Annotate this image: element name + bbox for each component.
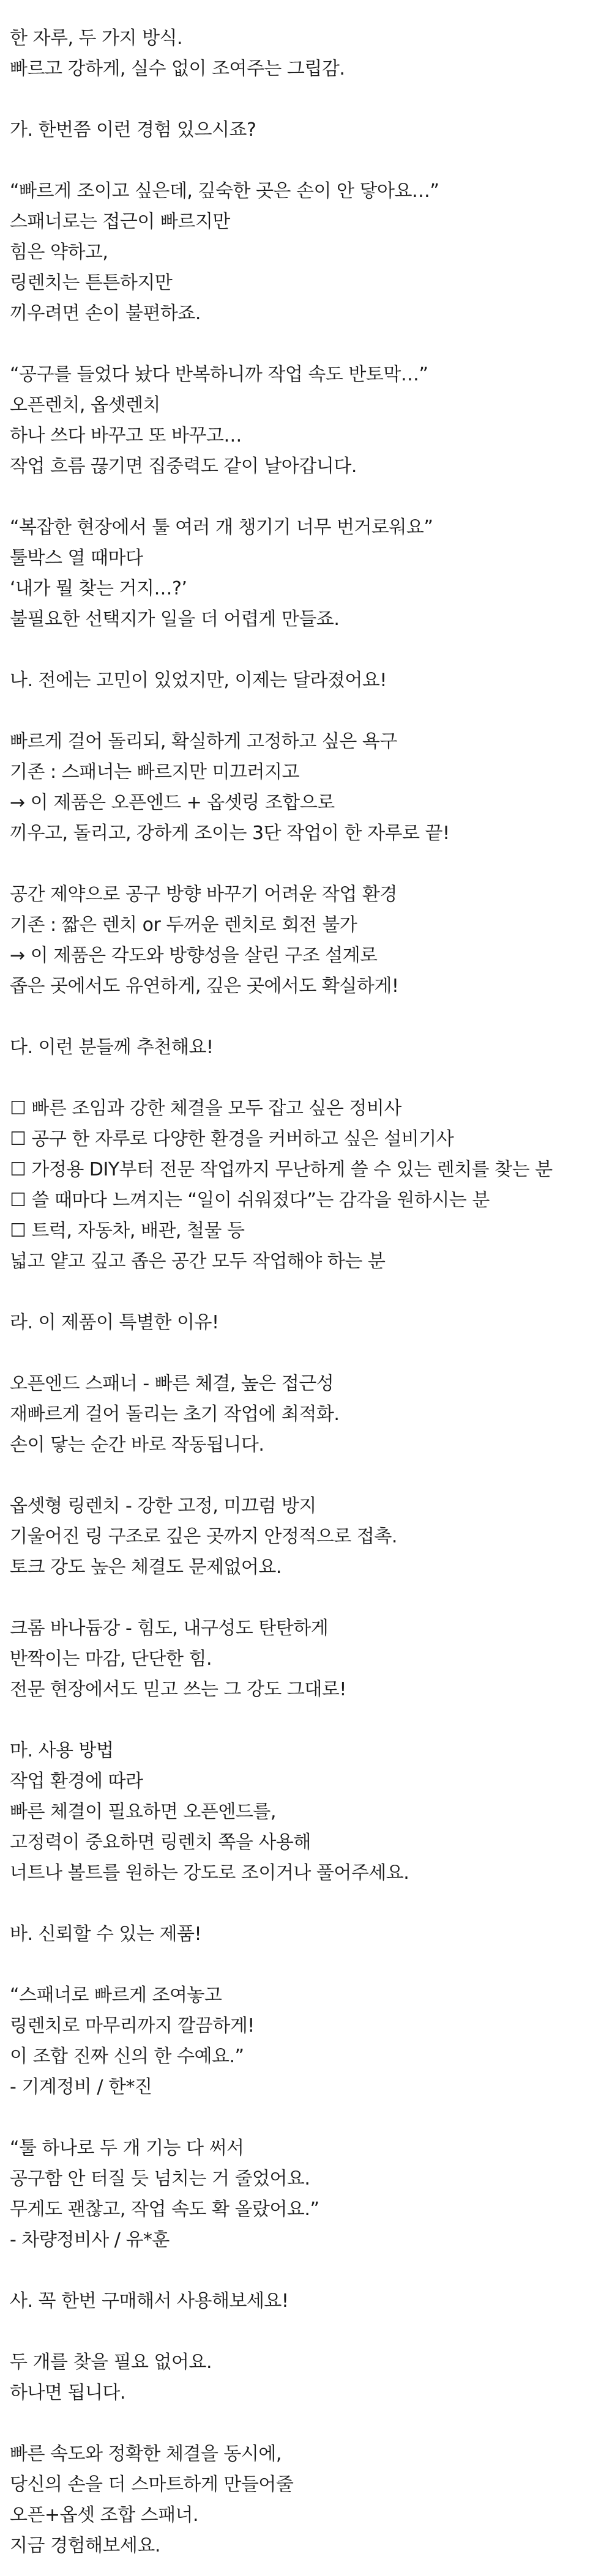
text-line: 빠른 속도와 정확한 체결을 동시에, <box>10 2443 282 2465</box>
recommendation-checklist <box>10 1094 612 1277</box>
text-line: 오픈엔드 스패너 - 빠른 체결, 높은 접근성 <box>10 1373 334 1394</box>
intro-block <box>10 23 612 84</box>
text-line: 재빠르게 걸어 돌리는 초기 작업에 최적화. <box>10 1404 340 1425</box>
section-heading: 바. 신뢰할 수 있는 제품! <box>10 1923 202 1945</box>
solution-block-1 <box>10 727 612 849</box>
review-text: 무게도 괜찮고, 작업 속도 확 올랐어요.” <box>10 2199 319 2220</box>
section-heading-ga <box>10 115 612 146</box>
review-author: - 기계정비 / 한*진 <box>10 2076 152 2098</box>
section-heading: 다. 이런 분들께 추천해요! <box>10 1037 214 1058</box>
section-heading-na <box>10 665 612 696</box>
text-line: 크롬 바나듐강 - 힘도, 내구성도 탄탄하게 <box>10 1618 329 1639</box>
review-2 <box>10 2133 612 2256</box>
text-line: 두 개를 찾을 필요 없어요. <box>10 2352 212 2373</box>
text-line: ‘내가 뭘 찾는 거지…?’ <box>10 578 187 599</box>
experience-block-3 <box>10 513 612 635</box>
text-line: 오픈렌치, 옵셋렌치 <box>10 394 160 416</box>
text-line: 링렌치는 튼튼하지만 <box>10 272 173 294</box>
experience-block-1 <box>10 176 612 329</box>
text-line: 오픈+옵셋 조합 스패너. <box>10 2504 199 2526</box>
text-line: 스패너로는 접근이 빠르지만 <box>10 211 230 232</box>
text-line: 끼우고, 돌리고, 강하게 조이는 3단 작업이 한 자루로 끝! <box>10 823 450 844</box>
review-text: 링렌치로 마무리까지 깔끔하게! <box>10 2015 255 2037</box>
usage-section <box>10 1736 612 1889</box>
solution-block-2 <box>10 879 612 1002</box>
feature-open-end <box>10 1369 612 1460</box>
text-line: 기울어진 링 구조로 깊은 곳까지 안정적으로 접촉. <box>10 1526 397 1547</box>
feature-chrome-vanadium <box>10 1613 612 1705</box>
section-heading-sa <box>10 2286 612 2317</box>
text-line: 고정력이 중요하면 링렌치 쪽을 사용해 <box>10 1832 311 1853</box>
text-line: 빠르고 강하게, 실수 없이 조여주는 그립감. <box>10 58 345 80</box>
review-text: 이 조합 진짜 신의 한 수예요.” <box>10 2046 244 2067</box>
checklist-item: ☐ 트럭, 자동차, 배관, 철물 등 <box>10 1220 245 1242</box>
text-line: 토크 강도 높은 체결도 문제없어요. <box>10 1556 282 1578</box>
text-line: “빠르게 조이고 싶은데, 깊숙한 곳은 손이 안 닿아요…” <box>10 180 439 202</box>
text-line: 옵셋형 링렌치 - 강한 고정, 미끄럼 방지 <box>10 1495 316 1517</box>
text-line: 반짝이는 마감, 단단한 힘. <box>10 1648 212 1670</box>
checklist-item: ☐ 가정용 DIY부터 전문 작업까지 무난하게 쓸 수 있는 렌치를 찾는 분 <box>10 1159 553 1180</box>
feature-offset-ring <box>10 1491 612 1583</box>
text-line: 힘은 약하고, <box>10 242 108 263</box>
text-line: 좁은 곳에서도 유연하게, 깊은 곳에서도 확실하게! <box>10 975 399 997</box>
section-heading: 나. 전에는 고민이 있었지만, 이제는 달라졌어요! <box>10 670 387 691</box>
text-line: 작업 흐름 끊기면 집중력도 같이 날아갑니다. <box>10 456 357 477</box>
section-heading: 마. 사용 방법 <box>10 1740 114 1761</box>
checklist-item: ☐ 빠른 조임과 강한 체결을 모두 잡고 싶은 정비사 <box>10 1098 401 1119</box>
review-text: “툴 하나로 두 개 기능 다 써서 <box>10 2137 244 2159</box>
text-line: 지금 경험해보세요. <box>10 2535 160 2556</box>
text-line: 넓고 얕고 깊고 좁은 공간 모두 작업해야 하는 분 <box>10 1251 386 1272</box>
section-heading-ba <box>10 1919 612 1950</box>
review-text: “스패너로 빠르게 조여놓고 <box>10 1985 222 2006</box>
text-line: 작업 환경에 따라 <box>10 1771 143 1792</box>
section-heading: 가. 한번쯤 이런 경험 있으시죠? <box>10 119 256 141</box>
section-heading: 사. 꼭 한번 구매해서 사용해보세요! <box>10 2290 289 2312</box>
text-line: 하나 쓰다 바꾸고 또 바꾸고… <box>10 425 242 446</box>
text-line: → 이 제품은 오픈엔드 + 옵셋링 조합으로 <box>10 792 335 813</box>
text-line: 너트나 볼트를 원하는 강도로 조이거나 풀어주세요. <box>10 1862 409 1884</box>
text-line: 하나면 됩니다. <box>10 2382 125 2404</box>
text-line: → 이 제품은 각도와 방향성을 살린 구조 설계로 <box>10 945 378 966</box>
section-heading-da <box>10 1032 612 1063</box>
text-line: “복잡한 현장에서 툴 여러 개 챙기기 너무 번거로워요” <box>10 517 433 538</box>
checklist-item: ☐ 쓸 때마다 느껴지는 “일이 쉬워졌다”는 감각을 원하시는 분 <box>10 1190 490 1211</box>
review-author: - 차량정비사 / 유*훈 <box>10 2229 170 2251</box>
text-line: 당신의 손을 더 스마트하게 만들어줄 <box>10 2474 294 2495</box>
text-line: 툴박스 열 때마다 <box>10 547 143 569</box>
review-text: 공구함 안 터질 듯 넘치는 거 줄었어요. <box>10 2168 310 2189</box>
text-line: 손이 닿는 순간 바로 작동됩니다. <box>10 1434 264 1456</box>
text-line: 끼우려면 손이 불편하죠. <box>10 303 201 324</box>
experience-block-2 <box>10 360 612 482</box>
text-line: 한 자루, 두 가지 방식. <box>10 28 183 49</box>
text-line: 빠른 체결이 필요하면 오픈엔드를, <box>10 1801 276 1823</box>
section-heading: 라. 이 제품이 특별한 이유! <box>10 1312 219 1333</box>
text-line: 불필요한 선택지가 일을 더 어렵게 만들죠. <box>10 609 340 630</box>
review-1 <box>10 1980 612 2103</box>
text-line: 전문 현장에서도 믿고 쓰는 그 강도 그대로! <box>10 1679 346 1700</box>
text-line: 빠르게 걸어 돌리되, 확실하게 고정하고 싶은 욕구 <box>10 731 397 752</box>
text-line: “공구를 들었다 놨다 반복하니까 작업 속도 반토막…” <box>10 364 428 385</box>
closing-block-2 <box>10 2439 612 2561</box>
text-line: 기존 : 짧은 렌치 or 두꺼운 렌치로 회전 불가 <box>10 914 357 936</box>
text-line: 공간 제약으로 공구 방향 바꾸기 어려운 작업 환경 <box>10 884 397 905</box>
checklist-item: ☐ 공구 한 자루로 다양한 환경을 커버하고 싶은 설비기사 <box>10 1128 454 1150</box>
text-line: 기존 : 스패너는 빠르지만 미끄러지고 <box>10 761 299 783</box>
section-heading-ra <box>10 1308 612 1338</box>
closing-block-1 <box>10 2347 612 2408</box>
